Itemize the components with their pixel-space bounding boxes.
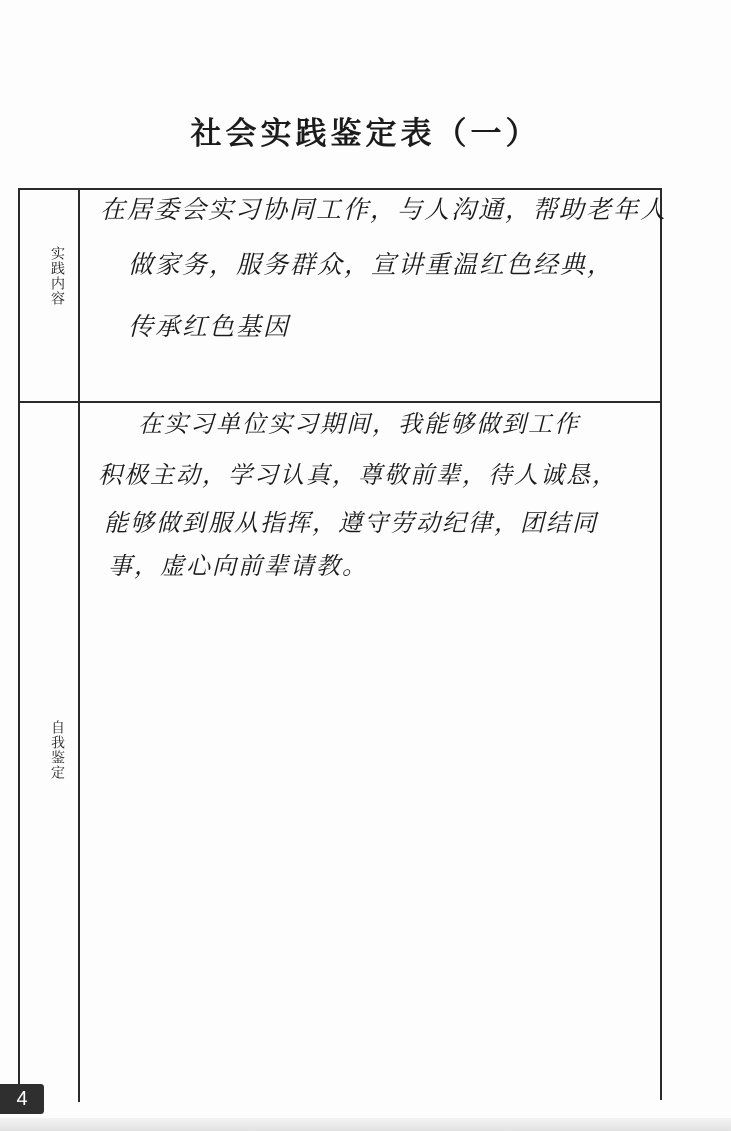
page-bottom-edge <box>0 1118 731 1131</box>
table-column-divider <box>78 188 80 1102</box>
document-title: 社会实践鉴定表（一） <box>190 116 541 152</box>
self-assessment-line-2: 积极主动，学习认真，尊敬前辈，待人诚恳， <box>98 461 618 489</box>
practice-content-label: 实践内容 <box>49 246 65 306</box>
practice-content-line-1: 在居委会实习协同工作，与人沟通，帮助老年人 <box>100 195 668 224</box>
self-assessment-line-1: 在实习单位实习期间，我能够做到工作 <box>138 410 580 438</box>
table-row-divider <box>19 401 662 403</box>
practice-content-line-3: 传承红色基因 <box>128 312 291 341</box>
self-assessment-label: 自我鉴定 <box>49 720 65 780</box>
table-left-border <box>18 188 20 1102</box>
practice-content-line-2: 做家务，服务群众，宣讲重温红色经典， <box>128 250 615 279</box>
page-number-badge[interactable]: 4 <box>0 1084 44 1114</box>
self-assessment-line-3: 能够做到服从指挥，遵守劳动纪律，团结同 <box>104 509 598 537</box>
self-assessment-line-4: 事，虚心向前辈请教。 <box>108 552 368 580</box>
table-right-border <box>660 188 662 1100</box>
